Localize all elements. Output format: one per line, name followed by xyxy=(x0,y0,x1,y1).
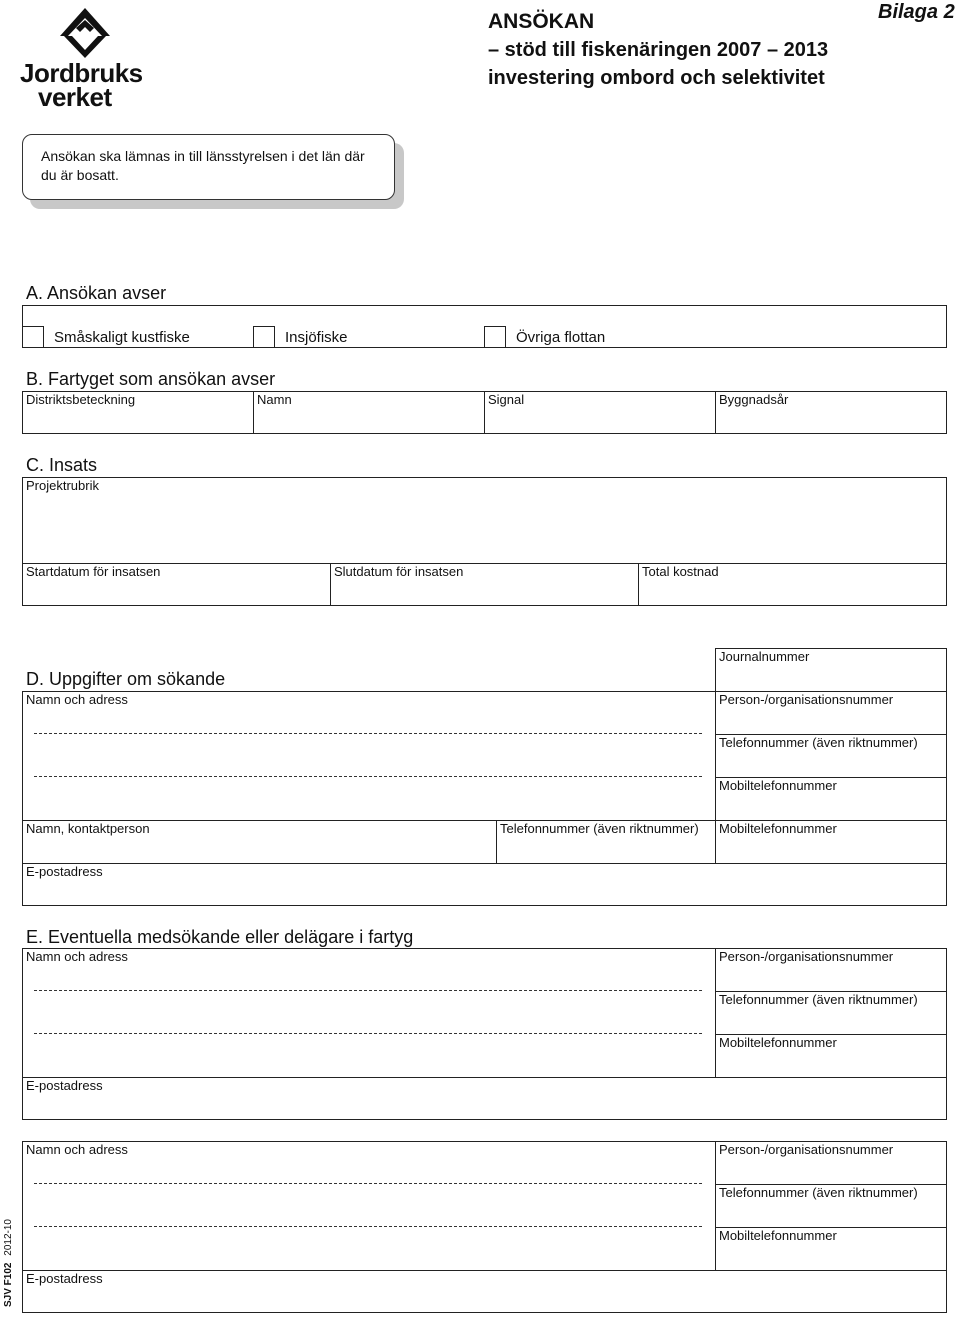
field-e-mobiltelefonnummer[interactable]: Mobiltelefonnummer xyxy=(719,1035,837,1050)
section-d-box xyxy=(22,691,947,906)
field-e-organisationsnummer[interactable]: Person-/organisationsnummer xyxy=(719,949,894,964)
section-c-title: C. Insats xyxy=(26,455,98,475)
checkbox-insjofiske[interactable] xyxy=(253,326,275,348)
field-epostadress[interactable]: E-postadress xyxy=(26,864,103,879)
field-e2-mobiltelefonnummer[interactable]: Mobiltelefonnummer xyxy=(719,1228,837,1243)
form-code-id: SJV F102 xyxy=(3,1262,14,1307)
field-byggnadsar[interactable]: Byggnadsår xyxy=(719,392,789,407)
field-e2-organisationsnummer[interactable]: Person-/organisationsnummer xyxy=(719,1142,894,1157)
section-c-box xyxy=(22,477,947,606)
notice-box: Ansökan ska lämnas in till länsstyrelsen i det län där du är bosatt. xyxy=(22,134,395,200)
field-signal[interactable]: Signal xyxy=(488,392,525,407)
section-d-title: D. Uppgifter om sökande xyxy=(26,669,226,689)
option-label-2: Insjöfiske xyxy=(285,329,348,346)
logo-mark-icon xyxy=(20,6,150,66)
field-kontakt-mobil[interactable]: Mobiltelefonnummer xyxy=(719,821,837,836)
appendix-label: Bilaga 2 xyxy=(878,1,955,23)
field-namn-och-adress[interactable]: Namn och adress xyxy=(26,692,128,707)
checkbox-ovriga-flottan[interactable] xyxy=(484,326,506,348)
field-e-telefonnummer[interactable]: Telefonnummer (även riktnummer) xyxy=(719,992,918,1007)
field-startdatum[interactable]: Startdatum för insatsen xyxy=(26,564,161,579)
section-e-title: E. Eventuella medsökande eller delägare i fartyg xyxy=(26,927,414,947)
field-e2-namn-och-adress[interactable]: Namn och adress xyxy=(26,1142,128,1157)
form-subtitle-1: – stöd till fiskenäringen 2007 – 2013 xyxy=(488,39,829,61)
section-b-title: B. Fartyget som ansökan avser xyxy=(26,369,276,389)
section-a-title: A. Ansökan avser xyxy=(26,283,167,303)
field-namn[interactable]: Namn xyxy=(257,392,292,407)
field-slutdatum[interactable]: Slutdatum för insatsen xyxy=(334,564,464,579)
field-mobiltelefonnummer[interactable]: Mobiltelefonnummer xyxy=(719,778,837,793)
field-e-namn-och-adress[interactable]: Namn och adress xyxy=(26,949,128,964)
option-label-1: Småskaligt kustfiske xyxy=(54,329,190,346)
option-label-3: Övriga flottan xyxy=(516,329,606,346)
form-subtitle-2: investering ombord och selektivitet xyxy=(488,67,825,89)
checkbox-smaskaligt-kustfiske[interactable] xyxy=(22,326,44,348)
field-e2-epostadress[interactable]: E-postadress xyxy=(26,1271,103,1286)
field-e2-telefonnummer[interactable]: Telefonnummer (även riktnummer) xyxy=(719,1185,918,1200)
field-organisationsnummer[interactable]: Person-/organisationsnummer xyxy=(719,692,894,707)
logo xyxy=(20,6,150,110)
field-kontaktperson[interactable]: Namn, kontaktperson xyxy=(26,821,150,836)
field-total-kostnad[interactable]: Total kostnad xyxy=(642,564,719,579)
form-code-date: 2012-10 xyxy=(3,1219,14,1256)
form-title: ANSÖKAN xyxy=(488,10,595,33)
form-code xyxy=(3,1207,17,1307)
logo-text-line2: verket xyxy=(38,82,112,112)
field-projektrubrik[interactable]: Projektrubrik xyxy=(26,478,99,493)
field-journalnummer[interactable]: Journalnummer xyxy=(719,649,810,664)
field-telefonnummer[interactable]: Telefonnummer (även riktnummer) xyxy=(719,735,918,750)
field-kontakt-telefon[interactable]: Telefonnummer (även riktnummer) xyxy=(500,821,699,836)
field-e-epostadress[interactable]: E-postadress xyxy=(26,1078,103,1093)
field-distriktsbeteckning[interactable]: Distriktsbeteckning xyxy=(26,392,136,407)
logo-text-line1: Jordbruks xyxy=(20,58,143,88)
